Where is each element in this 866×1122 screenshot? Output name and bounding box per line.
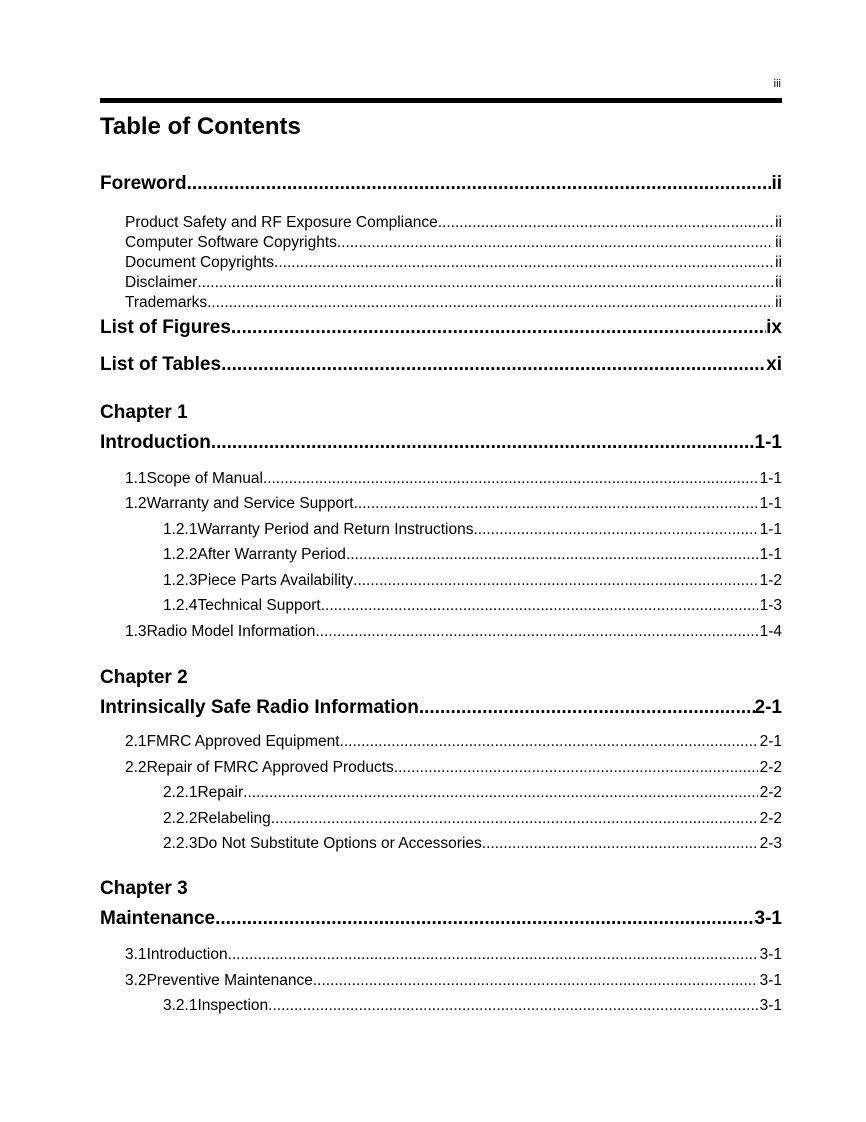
toc-page: 3-1 xyxy=(759,972,782,989)
toc-page: 2-2 xyxy=(759,784,782,801)
toc-page: 1-2 xyxy=(759,572,782,589)
section-number: 1.2 xyxy=(125,495,147,512)
section-number: 1.2.1 xyxy=(163,521,198,538)
toc-entry-chapter-1[interactable] xyxy=(100,432,782,458)
toc-leader xyxy=(263,470,758,488)
toc-leader xyxy=(340,733,758,751)
toc-label: Introduction xyxy=(100,432,211,453)
toc-label: Repair xyxy=(197,784,244,801)
toc-label: Intrinsically Safe Radio Information xyxy=(100,697,419,718)
chapter-heading: Chapter 2 xyxy=(100,667,188,688)
toc-page: 2-3 xyxy=(759,835,782,852)
chapter-heading: Chapter 3 xyxy=(100,878,188,899)
toc-entry-2-2[interactable] xyxy=(125,759,782,781)
toc-label: List of Figures xyxy=(100,317,231,338)
toc-entry-chapter-2[interactable] xyxy=(100,697,782,723)
toc-page: xi xyxy=(766,354,782,375)
toc-leader xyxy=(337,234,773,252)
section-number: 3.2.1 xyxy=(163,997,198,1014)
toc-page: ii xyxy=(775,234,782,251)
toc-page: 3-1 xyxy=(754,908,782,929)
toc-label: Introduction xyxy=(146,946,228,963)
toc-page: 3-1 xyxy=(759,946,782,963)
toc-entry-list-of-figures[interactable] xyxy=(100,317,782,343)
toc-leader xyxy=(187,173,772,195)
toc-label: Trademarks xyxy=(125,294,208,311)
toc-page: 1-1 xyxy=(759,470,782,487)
toc-entry-3-2-1[interactable] xyxy=(163,997,782,1019)
toc-entry-1-3[interactable] xyxy=(125,623,782,645)
header-rule xyxy=(100,98,782,103)
chapter-heading: Chapter 1 xyxy=(100,402,188,423)
section-number: 3.1 xyxy=(125,946,147,963)
section-number: 3.2 xyxy=(125,972,147,989)
toc-entry-1-2-2[interactable] xyxy=(163,546,782,568)
toc-label: Preventive Maintenance xyxy=(146,972,313,989)
toc-leader xyxy=(346,546,758,564)
toc-leader xyxy=(313,972,758,990)
toc-leader xyxy=(438,214,773,232)
section-number: 2.2.1 xyxy=(163,784,198,801)
toc-entry-2-2-3[interactable] xyxy=(163,835,782,857)
toc-leader xyxy=(228,946,758,964)
section-number: 1.1 xyxy=(125,470,147,487)
toc-leader xyxy=(271,810,758,828)
toc-leader xyxy=(473,521,757,539)
toc-page: ii xyxy=(775,254,782,271)
toc-leader xyxy=(419,697,755,719)
toc-leader xyxy=(394,759,758,777)
toc-entry-2-1[interactable] xyxy=(125,733,782,755)
section-number: 1.3 xyxy=(125,623,147,640)
toc-entry-safety[interactable] xyxy=(125,214,782,236)
toc-label: Computer Software Copyrights xyxy=(125,234,337,251)
toc-page: ii xyxy=(771,173,782,194)
page-title: Table of Contents xyxy=(100,113,301,140)
toc-label: Scope of Manual xyxy=(146,470,263,487)
toc-leader xyxy=(231,317,766,339)
section-number: 1.2.3 xyxy=(163,572,198,589)
toc-label: Do Not Substitute Options or Accessories xyxy=(197,835,482,852)
toc-label: Document Copyrights xyxy=(125,254,275,271)
toc-entry-3-1[interactable] xyxy=(125,946,782,968)
toc-leader xyxy=(274,254,773,272)
toc-entry-software-copyrights[interactable] xyxy=(125,234,782,256)
toc-entry-1-2-1[interactable] xyxy=(163,521,782,543)
toc-page: ii xyxy=(775,294,782,311)
toc-page: ix xyxy=(766,317,782,338)
toc-label: Radio Model Information xyxy=(146,623,316,640)
toc-entry-trademarks[interactable] xyxy=(125,294,782,316)
toc-label: Disclaimer xyxy=(125,274,198,291)
section-number: 1.2.2 xyxy=(163,546,198,563)
toc-entry-1-2-3[interactable] xyxy=(163,572,782,594)
toc-page: 2-1 xyxy=(759,733,782,750)
toc-entry-disclaimer[interactable] xyxy=(125,274,782,296)
toc-entry-chapter-3[interactable] xyxy=(100,908,782,934)
toc-label: After Warranty Period xyxy=(197,546,346,563)
toc-leader xyxy=(207,294,773,312)
section-number: 2.1 xyxy=(125,733,147,750)
page-number: iii xyxy=(773,78,781,90)
toc-entry-3-2[interactable] xyxy=(125,972,782,994)
toc-leader xyxy=(354,495,758,513)
toc-label: Piece Parts Availability xyxy=(197,572,354,589)
toc-entry-2-2-1[interactable] xyxy=(163,784,782,806)
section-number: 2.2 xyxy=(125,759,147,776)
toc-leader xyxy=(353,572,757,590)
toc-label: List of Tables xyxy=(100,354,222,375)
toc-leader xyxy=(321,597,758,615)
toc-label: Product Safety and RF Exposure Compliance xyxy=(125,214,438,231)
toc-label: Warranty and Service Support xyxy=(146,495,354,512)
toc-page: 2-2 xyxy=(759,759,782,776)
toc-entry-1-1[interactable] xyxy=(125,470,782,492)
section-number: 2.2.3 xyxy=(163,835,198,852)
toc-leader xyxy=(243,784,757,802)
toc-leader xyxy=(197,274,773,292)
toc-label: Technical Support xyxy=(197,597,321,614)
toc-label: Foreword xyxy=(100,173,187,194)
toc-page: 1-3 xyxy=(759,597,782,614)
section-number: 1.2.4 xyxy=(163,597,198,614)
toc-page: 2-2 xyxy=(759,810,782,827)
toc-label: Relabeling xyxy=(197,810,271,827)
toc-leader xyxy=(315,623,757,641)
toc-entry-1-2-4[interactable] xyxy=(163,597,782,619)
toc-page: ii xyxy=(775,214,782,231)
toc-label: Maintenance xyxy=(100,908,216,929)
toc-label: Repair of FMRC Approved Products xyxy=(146,759,394,776)
toc-entry-document-copyrights[interactable] xyxy=(125,254,782,276)
toc-page: 3-1 xyxy=(759,997,782,1014)
toc-label: Inspection xyxy=(197,997,269,1014)
toc-page: 1-1 xyxy=(759,521,782,538)
toc-leader xyxy=(211,432,755,454)
toc-entry-foreword[interactable] xyxy=(100,173,782,199)
toc-leader xyxy=(482,835,758,853)
toc-entry-list-of-tables[interactable] xyxy=(100,354,782,380)
toc-leader xyxy=(215,908,754,930)
toc-page: 2-1 xyxy=(754,697,782,718)
toc-leader xyxy=(268,997,757,1015)
toc-leader xyxy=(221,354,766,376)
toc-entry-1-2[interactable] xyxy=(125,495,782,517)
toc-page: 1-4 xyxy=(759,623,782,640)
toc-label: FMRC Approved Equipment xyxy=(146,733,340,750)
toc-page: ii xyxy=(775,274,782,291)
section-number: 2.2.2 xyxy=(163,810,198,827)
toc-page: 1-1 xyxy=(759,495,782,512)
toc-page: 1-1 xyxy=(759,546,782,563)
toc-entry-2-2-2[interactable] xyxy=(163,810,782,832)
toc-page: 1-1 xyxy=(754,432,782,453)
toc-label: Warranty Period and Return Instructions xyxy=(197,521,474,538)
